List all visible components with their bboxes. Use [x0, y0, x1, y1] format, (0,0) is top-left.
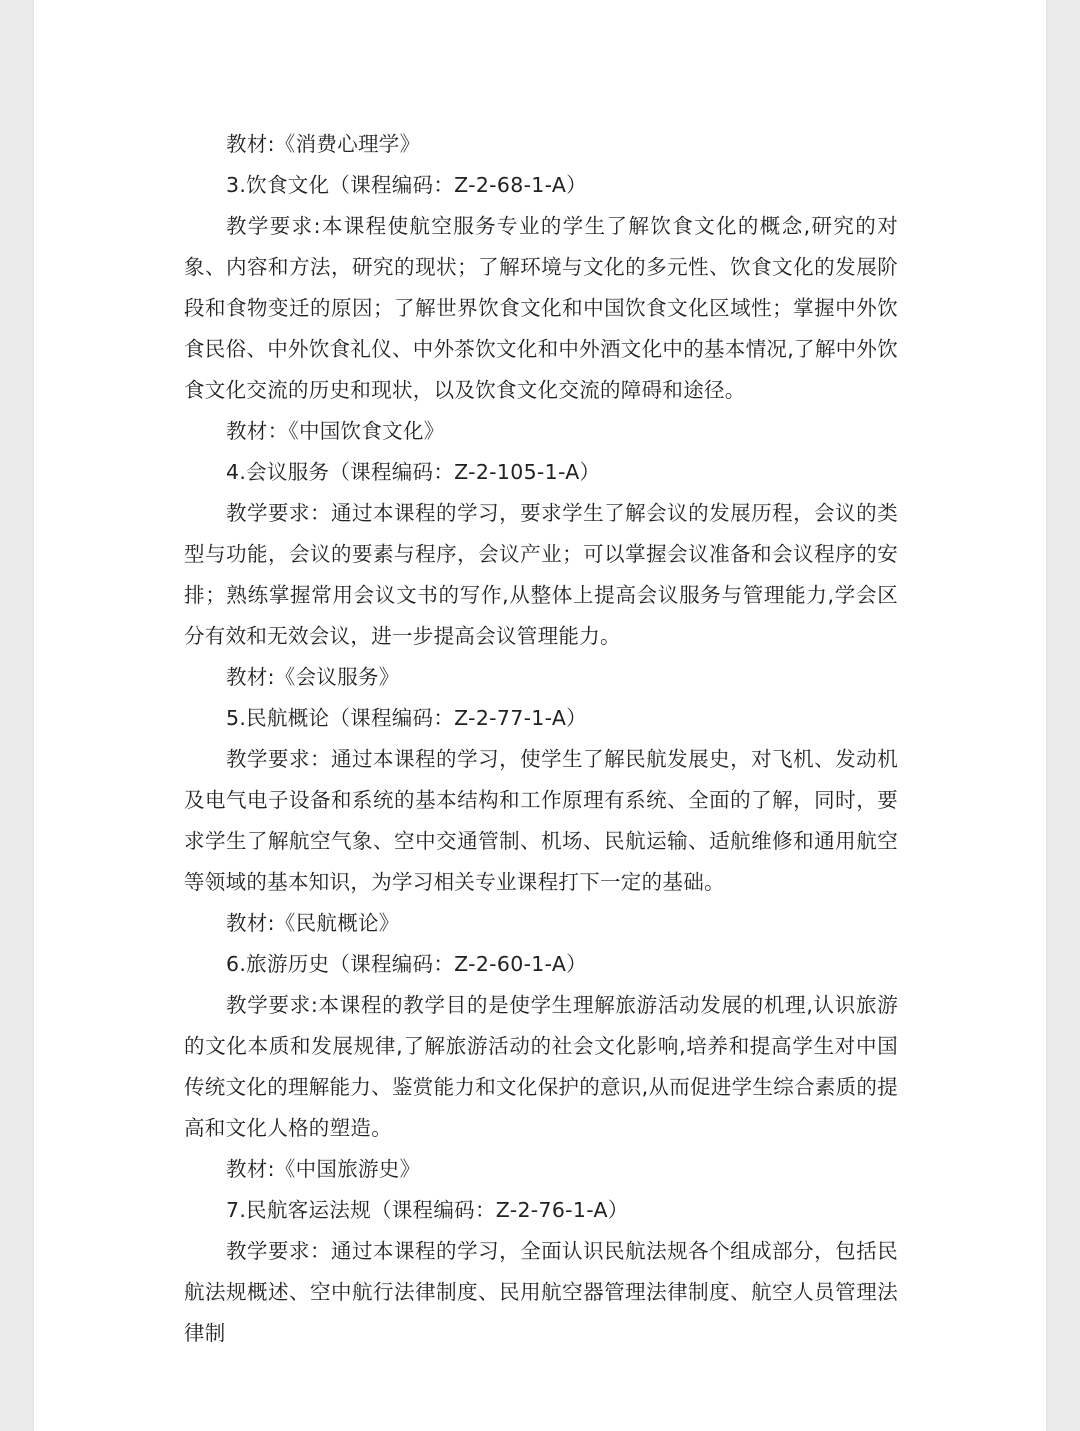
- course-heading-passenger-regulations: 7.民航客运法规（课程编码：Z-2-76-1-A）: [226, 1198, 629, 1222]
- document-body: [184, 124, 898, 1354]
- course-requirements-passenger-regulations: 教学要求：通过本课程的学习，全面认识民航法规各个组成部分，包括民航法规概述、空中航行法律制度、民用航空器管理法律制度、航空人员管理法律制: [184, 1239, 898, 1345]
- course-heading-conference-service: 4.会议服务（课程编码：Z-2-105-1-A）: [226, 460, 601, 484]
- textbook-line-conference-service: 教材:《会议服务》: [226, 665, 400, 689]
- textbook-line-consumer-psychology: 教材:《消费心理学》: [226, 132, 421, 156]
- course-heading-civil-aviation-intro: 5.民航概论（课程编码：Z-2-77-1-A）: [226, 706, 587, 730]
- textbook-line-tourism-history: 教材:《中国旅游史》: [226, 1157, 421, 1181]
- course-requirements-conference-service: 教学要求：通过本课程的学习，要求学生了解会议的发展历程，会议的类型与功能，会议的要素与程序，会议产业；可以掌握会议准备和会议程序的安排；熟练掌握常用会议文书的写作,从整体上提高会议服务与管理能力,学会区分有效和无效会议，进一步提高会议管理能力。: [184, 501, 898, 648]
- course-heading-food-culture: 3.饮食文化（课程编码：Z-2-68-1-A）: [226, 173, 587, 197]
- course-requirements-civil-aviation-intro: 教学要求：通过本课程的学习，使学生了解民航发展史，对飞机、发动机及电气电子设备和系统的基本结构和工作原理有系统、全面的了解，同时，要求学生了解航空气象、空中交通管制、机场、民航运输、适航维修和通用航空等领域的基本知识，为学习相关专业课程打下一定的基础。: [184, 747, 898, 894]
- document-page: [34, 0, 1046, 1431]
- course-requirements-food-culture: 教学要求:本课程使航空服务专业的学生了解饮食文化的概念,研究的对象、内容和方法，研究的现状；了解环境与文化的多元性、饮食文化的发展阶段和食物变迁的原因；了解世界饮食文化和中国饮食文化区域性；掌握中外饮食民俗、中外饮食礼仪、中外茶饮文化和中外酒文化中的基本情况,了解中外饮食文化交流的历史和现状，以及饮食文化交流的障碍和途径。: [184, 214, 899, 402]
- textbook-line-food-culture: 教材：《中国饮食文化》: [226, 419, 445, 443]
- course-heading-tourism-history: 6.旅游历史（课程编码：Z-2-60-1-A）: [226, 952, 587, 976]
- course-requirements-tourism-history: 教学要求:本课程的教学目的是使学生理解旅游活动发展的机理,认识旅游的文化本质和发展规律,了解旅游活动的社会文化影响,培养和提高学生对中国传统文化的理解能力、鉴赏能力和文化保护的意识,从而促进学生综合素质的提高和文化人格的塑造。: [184, 993, 899, 1140]
- textbook-line-civil-aviation-intro: 教材:《民航概论》: [226, 911, 400, 935]
